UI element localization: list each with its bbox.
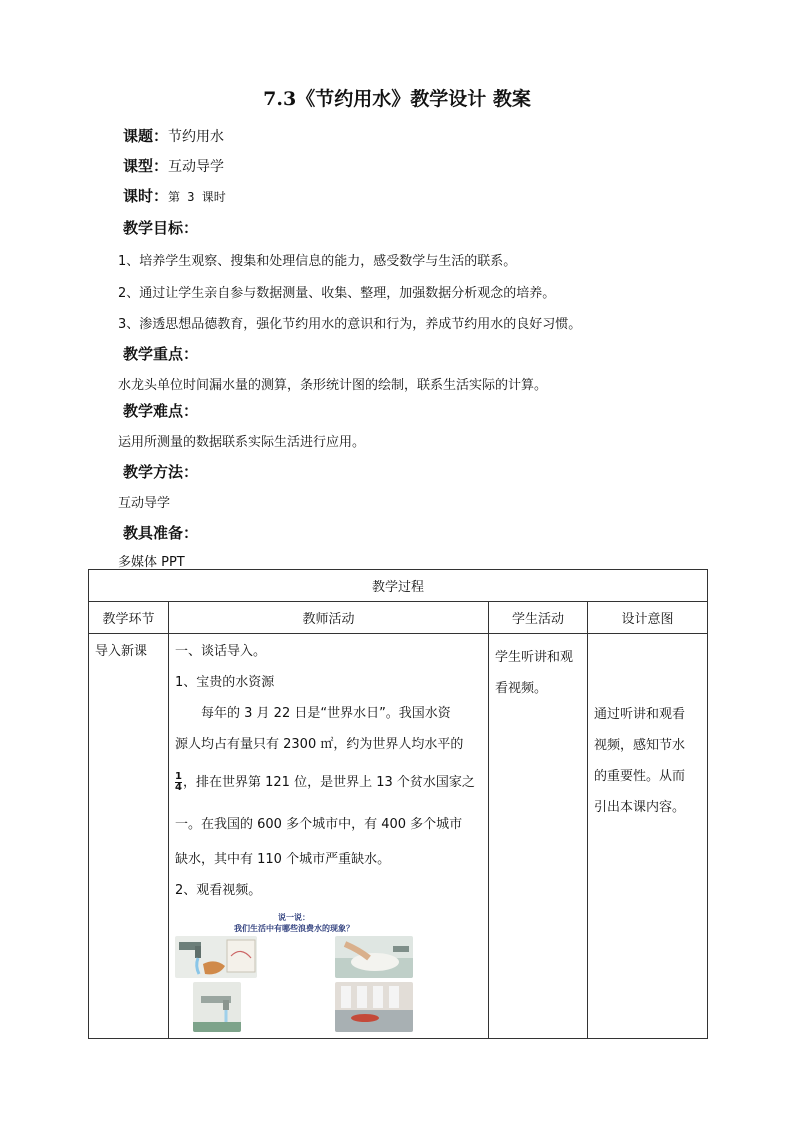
intent-line: 引出本课内容。 [594,800,686,815]
intent-line: 通过听讲和观看 [594,707,686,722]
process-caption: 教学过程 [89,570,708,602]
method-heading: 教学方法： [123,463,199,481]
column-header-stage: 教学环节 [89,602,169,634]
column-header-intent: 设计意图 [588,602,708,634]
meta-type-label: 课型： [123,157,169,175]
teacher-line: 一。在我国的 600 多个城市中，有 400 多个城市 [175,817,463,832]
teacher-line-fraction [175,760,482,806]
difficulties-heading: 教学难点： [123,402,199,420]
slide-title: 说一说： [278,913,310,922]
difficulties-text: 运用所测量的数据联系实际生活进行应用。 [118,435,366,450]
student-line: 学生听讲和观 [495,650,574,665]
meta-topic-label: 课题： [123,127,169,145]
fraction [175,772,182,793]
column-header-teacher: 教师活动 [169,602,489,634]
video-slide-image [175,910,413,1034]
key-points-heading: 教学重点： [123,345,199,363]
faucet-hand-picture [175,936,257,978]
intent-line: 视频，感知节水 [594,738,686,753]
student-cell [489,634,588,1039]
teacher-line: 每年的 3 月 22 日是“世界水日”。我国水资 [201,706,451,721]
table-row [89,634,708,1039]
meta-type [123,156,224,177]
method-text: 互动导学 [118,496,171,511]
intent-line: 的重要性。从而 [594,769,686,784]
meta-period-value: 第 3 课时 [168,190,226,204]
teacher-line: 1、宝贵的水资源 [175,675,275,690]
running-tap-picture [193,982,241,1032]
washing-hands-picture [335,936,413,978]
teacher-line: 缺水，其中有 110 个城市严重缺水。 [175,852,391,867]
teacher-line: 一、谈话导入。 [175,644,267,659]
meta-period [123,186,226,207]
process-table [88,569,708,1039]
student-line: 看视频。 [495,681,548,696]
tools-heading: 教具准备： [123,524,199,542]
tools-text: 多媒体 PPT [118,555,185,570]
objectives-heading: 教学目标： [123,219,199,237]
objective-item: 2、通过让学生亲自参与数据测量、收集、整理，加强数据分析观念的培养。 [118,286,556,301]
intent-cell [588,634,708,1039]
meta-topic-value: 节约用水 [168,129,225,145]
objective-item: 1、培养学生观察、搜集和处理信息的能力，感受数学与生活的联系。 [118,254,517,269]
meta-topic [123,126,224,147]
slide-subtitle: 我们生活中有哪些浪费水的现象？ [234,924,354,933]
meta-type-value: 互动导学 [168,159,225,175]
key-points-text: 水龙头单位时间漏水量的测算，条形统计图的绘制，联系生活实际的计算。 [118,378,548,393]
fraction-numerator: 1 [175,771,182,782]
column-header-student: 学生活动 [489,602,588,634]
meta-period-label: 课时： [123,187,169,205]
teacher-cell [169,634,489,1039]
stage-cell: 导入新课 [89,634,169,1039]
objective-item: 3、渗透思想品德教育，强化节约用水的意识和行为，养成节约用水的良好习惯。 [118,317,582,332]
overflowing-sink-picture [335,982,413,1032]
teacher-line: ，排在世界第 121 位，是世界上 13 个贫水国家之 [183,775,475,790]
teacher-line: 2、观看视频。 [175,883,262,898]
teacher-line: 源人均占有量只有 2300 ㎡，约为世界人均水平的 [175,737,464,752]
fraction-denominator: 4 [175,782,182,793]
page-title: 7.3《节约用水》教学设计 教案 [263,88,531,110]
